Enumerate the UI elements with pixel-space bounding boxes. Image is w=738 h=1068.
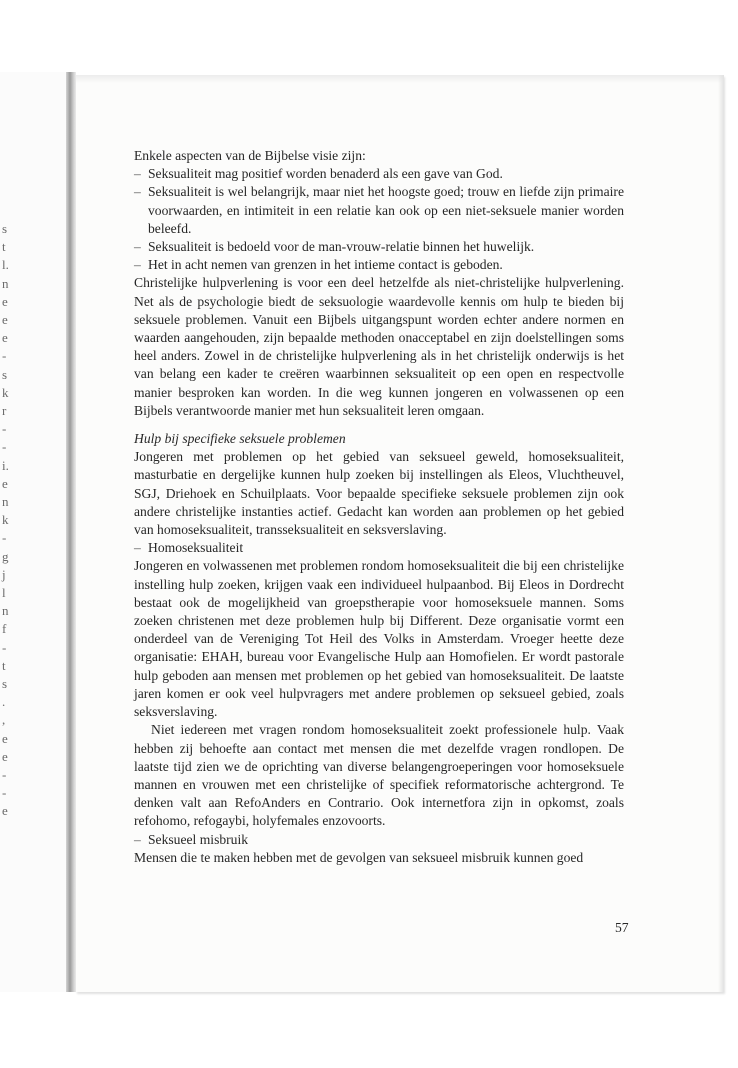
- previous-page-letter: n: [2, 603, 9, 619]
- previous-page-letter: e: [2, 475, 8, 491]
- dash-marker: –: [134, 184, 141, 200]
- paragraph-homoseksualiteit: Jongeren en volwassenen met problemen rondom homoseksualiteit die bij een christelijke instelling hulp zoeken, krijgen vaak een individueel hulpaanbod. Bij Eleos in Dordrecht bestaat ook de mogelijkheid van groepstherapie voor homoseksuele mannen. Soms zoeken christenen met deze problemen hulp bij Different. Deze organisatie vormt een onderdeel van de Vereniging Tot Heil des Volks in Amsterdam. Vroeger heette deze organisatie: EHAH, bureau voor Evangelische Hulp aan Homofielen. Er wordt pastorale hulp geboden aan mensen met problemen op het gebied van homoseksualiteit. De laatste jaren komen er ook veel hulpvragers met andere problemen op seksueel gebied, zoals seksverslaving.: [134, 558, 624, 720]
- paragraph-misbruik: Mensen die te maken hebben met de gevolgen van seksueel misbruik kunnen goed: [134, 849, 584, 865]
- previous-page-letter: .: [2, 694, 6, 710]
- list-item: – Seksualiteit is bedoeld voor de man-vrouw-relatie binnen het huwelijk.: [134, 238, 624, 256]
- page-text: [134, 147, 624, 867]
- book-binding: [66, 72, 76, 992]
- previous-page-letter: s: [2, 366, 8, 382]
- previous-page-letter: -: [2, 530, 7, 546]
- previous-page-letter: e: [2, 730, 8, 746]
- previous-page-letter: e: [2, 293, 8, 309]
- previous-page-letter: r: [2, 403, 7, 418]
- paragraph-belangengroepen: Niet iedereen met vragen rondom homoseksualiteit zoekt professionele hulp. Vaak hebben zij behoefte aan contact met mensen die met dezelfde vragen rondlopen. De laatste tijd zien we de oprichting van diverse belangengroeperingen voor homoseksuele mannen en vrouwen met een christelijke of specifiek reformatorische achtergrond. Te denken valt aan RefoAnders en Contrario. Ook internetfora zijn in opkomst, zoals refohomo, refogaybi, holyfemales enzovoorts.: [134, 722, 624, 829]
- previous-page-letter: l: [2, 585, 6, 600]
- previous-page-letter: n: [2, 494, 9, 509]
- previous-page-letter: t: [2, 657, 6, 673]
- subheading-misbruik: – Seksueel misbruik: [134, 831, 624, 849]
- previous-page-letter: -: [2, 421, 7, 437]
- previous-page-letter: t: [2, 239, 6, 255]
- previous-page-letter: -: [2, 439, 7, 455]
- dash-marker: –: [134, 831, 141, 847]
- previous-page-letter: -: [2, 785, 7, 801]
- previous-page-letter: e: [2, 748, 8, 764]
- previous-page-letter: -: [2, 639, 7, 655]
- dash-marker: –: [134, 166, 141, 182]
- previous-page-letter: k: [2, 512, 9, 528]
- book-page: [76, 75, 724, 992]
- list-item: – Seksualiteit is wel belangrijk, maar niet het hoogste goed; trouw en liefde zijn primaire voorwaarden, en intimiteit in een relatie kan ook op een niet-seksuele manier worden beleefd.: [134, 184, 624, 236]
- subheading-homoseksualiteit: – Homoseksualiteit: [134, 539, 624, 557]
- previous-page-letter: n: [2, 275, 9, 291]
- paragraph-jongeren: Jongeren met problemen op het gebied van seksueel geweld, homoseksualiteit, masturbatie en dergelijke kunnen hulp zoeken bij instellingen als Eleos, Vluchtheuvel, SGJ, Driehoek en Schuilplaats. Voor bepaalde specifieke seksuele problemen zijn ook andere christelijke instanties actief. Gedacht kan worden aan problemen op het gebied van homoseksualiteit, transseksualiteit en seksverslaving.: [134, 449, 624, 538]
- previous-page-letter: i.: [2, 457, 9, 473]
- previous-page-letter: k: [2, 384, 9, 400]
- dash-marker: –: [134, 239, 141, 255]
- dash-marker: –: [134, 257, 141, 273]
- list-item: – Seksualiteit mag positief worden benaderd als een gave van God.: [134, 165, 624, 183]
- previous-page-edge: [0, 72, 70, 992]
- paragraph-hulpverlening: Christelijke hulpverlening is voor een deel hetzelfde als niet-christelijke hulpverlening. Net als de psychologie biedt de seksuologie waardevolle kennis om hulp te bieden bij seksuele problemen. Vanuit een Bijbels uitgangspunt worden echter andere normen en waarden aangehouden, zijn bepaalde methoden onacceptabel en zijn doelstellingen soms heel anders. Zowel in de christelijke hulpverlening als in het christelijk onderwijs is het van belang een kader te creëren waarbinnen seksualiteit op een open en respectvolle manier besproken kan worden. In die weg kunnen jongeren en volwassenen op een Bijbels verantwoorde manier met hun seksualiteit leren omgaan.: [134, 275, 624, 418]
- dash-marker: –: [134, 540, 141, 556]
- previous-page-letter: -: [2, 767, 7, 782]
- previous-page-letter: ,: [2, 712, 6, 728]
- previous-page-letter: g: [2, 548, 9, 564]
- page-number: 57: [615, 920, 629, 935]
- previous-page-letter: e: [2, 803, 8, 819]
- previous-page-letter: e: [2, 330, 8, 346]
- previous-page-letter: j: [2, 566, 6, 582]
- previous-page-letter: s: [2, 676, 8, 691]
- previous-page-letter: l.: [2, 257, 9, 273]
- visie-list: [134, 165, 624, 274]
- previous-page-letter: s: [2, 221, 8, 236]
- list-item: – Het in acht nemen van grenzen in het intieme contact is geboden.: [134, 256, 624, 274]
- previous-page-letter: f: [2, 621, 7, 637]
- previous-page-letter: -: [2, 348, 7, 364]
- previous-page-letter: e: [2, 312, 8, 327]
- intro-line: Enkele aspecten van de Bijbelse visie zijn:: [134, 148, 366, 163]
- section-heading: Hulp bij specifieke seksuele problemen: [134, 431, 346, 447]
